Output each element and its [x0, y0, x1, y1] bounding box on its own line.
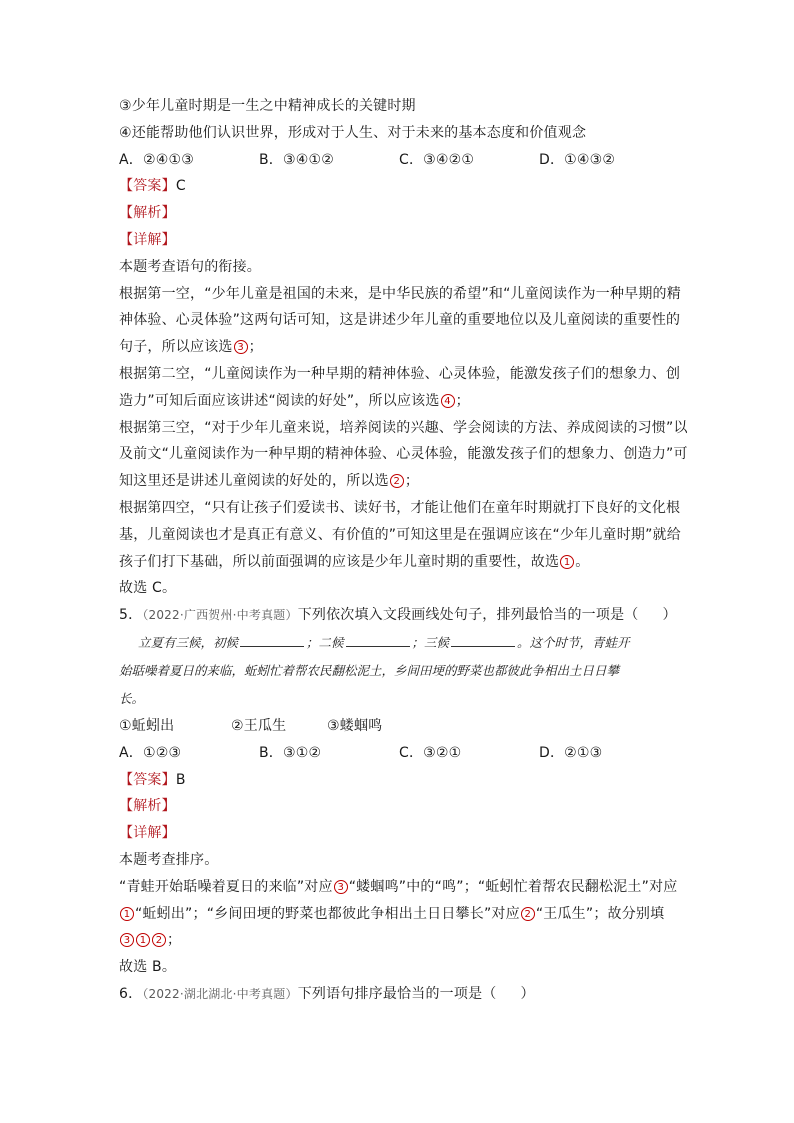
- para1-text: 句子，所以应该选: [119, 339, 233, 356]
- explain-text: “蝼蝈鸣”中的“鸣”；“蚯蚓忙着帮农民翻松泥土”对应: [348, 878, 678, 895]
- para3-line1: 根据第三空，“对于少年儿童来说，培养阅读的兴趣、学会阅读的方法、养成阅读的习惯”以: [119, 419, 688, 436]
- item-3: ③少年儿童时期是一生之中精神成长的关键时期: [119, 98, 416, 114]
- para2-punct: ；: [455, 392, 470, 409]
- para1-punct: ；: [248, 339, 263, 356]
- para1-line1: 根据第一空，“少年儿童是祖国的未来，是中华民族的希望”和“儿童阅读作为一种早期的精: [119, 285, 681, 302]
- answer-value: C: [175, 178, 186, 195]
- passage-text: ；二候: [306, 634, 344, 650]
- option-a: A．②④①③: [119, 151, 194, 168]
- option-c: C．③②①: [399, 744, 462, 761]
- explain-text: “王瓜生”；故分别填: [535, 905, 665, 922]
- question-number: 6．: [119, 985, 143, 1002]
- item-4: ④还能帮助他们认识世界，形成对于人生、对于未来的基本态度和价值观念: [119, 124, 587, 141]
- para1-line2: 神体验、心灵体验”这两句话可知，这是讲述少年儿童的重要地位以及儿童阅读的重要性的: [119, 312, 681, 329]
- passage-text: ；三候: [411, 634, 450, 650]
- para1-line3: [119, 334, 679, 361]
- circled-number: 1: [560, 555, 574, 569]
- item-3-q5: ③蝼蝈鸣: [327, 717, 383, 734]
- document-content: [119, 93, 688, 1008]
- para4-line1: 根据第四空，“只有让孩子们爱读书、读好书，才能让他们在童年时期就打下良好的文化根: [119, 499, 681, 516]
- blank-1: [240, 634, 304, 647]
- answer-value: B: [175, 771, 186, 788]
- passage-line3: 长。: [119, 690, 145, 706]
- circled-number: 2: [521, 907, 535, 921]
- q5-explain-line3: [119, 927, 679, 954]
- circled-number: 1: [136, 933, 150, 947]
- answer-tag: 【答案】: [119, 771, 176, 788]
- explain-text: “青蛙开始聒噪着夏日的来临”对应: [119, 878, 333, 895]
- passage-line1: [119, 629, 679, 657]
- passage-line2: 始聒噪着夏日的来临，蚯蚓忙着帮农民翻松泥土，乡间田埂的野菜也都彼此争相出土日日攀: [119, 662, 620, 678]
- para4-text: 孩子们打下基础，所以前面强调的应该是少年儿童时期的重要性，故选: [119, 553, 560, 570]
- option-c: C．③④②①: [399, 151, 475, 168]
- question-text: 下列语句排序最恰当的一项是（: [297, 985, 497, 1002]
- circled-number: 2: [390, 474, 404, 488]
- answer-tag: 【答案】: [119, 178, 176, 195]
- items-row: [119, 713, 679, 740]
- options-row: [119, 147, 679, 174]
- para3-text: 知这里还是讲述儿童阅读的好处的，所以选: [119, 473, 389, 490]
- para3-line2: 及前文“儿童阅读作为一种早期的精神体验、心灵体验，能激发孩子们的想象力、创造力”可: [119, 446, 688, 463]
- analysis-tag: 【解析】: [119, 205, 176, 222]
- q5-answer-line: [119, 767, 679, 794]
- passage-text: 。这个时节，青蛙开: [517, 634, 630, 650]
- question-paren: ）: [662, 607, 677, 624]
- q5-topic-line: 本题考查排序。: [119, 851, 219, 868]
- para2-line2: [119, 388, 679, 415]
- option-a: A．①②③: [119, 744, 182, 761]
- item-1: ①蚯蚓出: [119, 717, 175, 734]
- circled-number: 2: [152, 933, 166, 947]
- para2-text: 造力”可知后面应该讲述“阅读的好处”，所以应该选: [119, 392, 440, 409]
- para3-punct: ；: [404, 473, 420, 490]
- question-6-stem: [119, 981, 679, 1008]
- question-paren: ）: [520, 985, 535, 1002]
- answer-line: [119, 173, 679, 200]
- para4-punct: 。: [575, 553, 590, 570]
- option-b: B．③④①②: [259, 151, 335, 168]
- topic-line: 本题考查语句的衔接。: [119, 258, 261, 275]
- blank-2: [346, 634, 410, 647]
- question-5-stem: [119, 602, 679, 629]
- passage-text: 立夏有三候，初候: [138, 634, 239, 650]
- circled-number: 3: [334, 880, 348, 894]
- blank-3: [451, 634, 515, 647]
- q5-detail-tag: 【详解】: [119, 825, 176, 842]
- option-d: D．①④③②: [539, 151, 616, 168]
- circled-number: 4: [441, 394, 455, 408]
- explain-text: “蚯蚓出”；“乡间田埂的野菜也都彼此争相出土日日攀长”对应: [135, 905, 520, 922]
- conclusion-line: 故选 C。: [119, 580, 177, 597]
- option-b: B．③①②: [259, 744, 322, 761]
- option-d: D．②①③: [539, 744, 603, 761]
- q5-analysis-tag: 【解析】: [119, 798, 176, 815]
- q5-options-row: [119, 740, 679, 767]
- para4-line2: 基，儿童阅读也才是真正有意义、有价值的”可知这里是在强调应该在“少年儿童时期”就给: [119, 526, 681, 543]
- circled-number: 3: [120, 933, 134, 947]
- q5-explain-line2: [119, 901, 679, 928]
- explain-text: ；: [167, 932, 182, 949]
- para3-line3: [119, 468, 679, 495]
- detail-tag: 【详解】: [119, 231, 176, 248]
- question-text: 下列依次填入文段画线处句子，排列最恰当的一项是（: [297, 607, 639, 624]
- question-source: （2022·湖北湖北·中考真题）: [142, 986, 298, 1001]
- para4-line3: [119, 549, 679, 576]
- para2-line1: 根据第二空，“儿童阅读作为一种早期的精神体验、心灵体验，能激发孩子们的想象力、创: [119, 365, 681, 382]
- item-2: ②王瓜生: [231, 717, 287, 734]
- q5-explain-line1: [119, 874, 679, 901]
- question-number: 5．: [119, 607, 143, 624]
- question-source: （2022·广西贺州·中考真题）: [142, 608, 298, 623]
- circled-number: 1: [120, 907, 134, 921]
- circled-number: 3: [234, 340, 248, 354]
- q5-conclusion-line: 故选 B。: [119, 959, 177, 976]
